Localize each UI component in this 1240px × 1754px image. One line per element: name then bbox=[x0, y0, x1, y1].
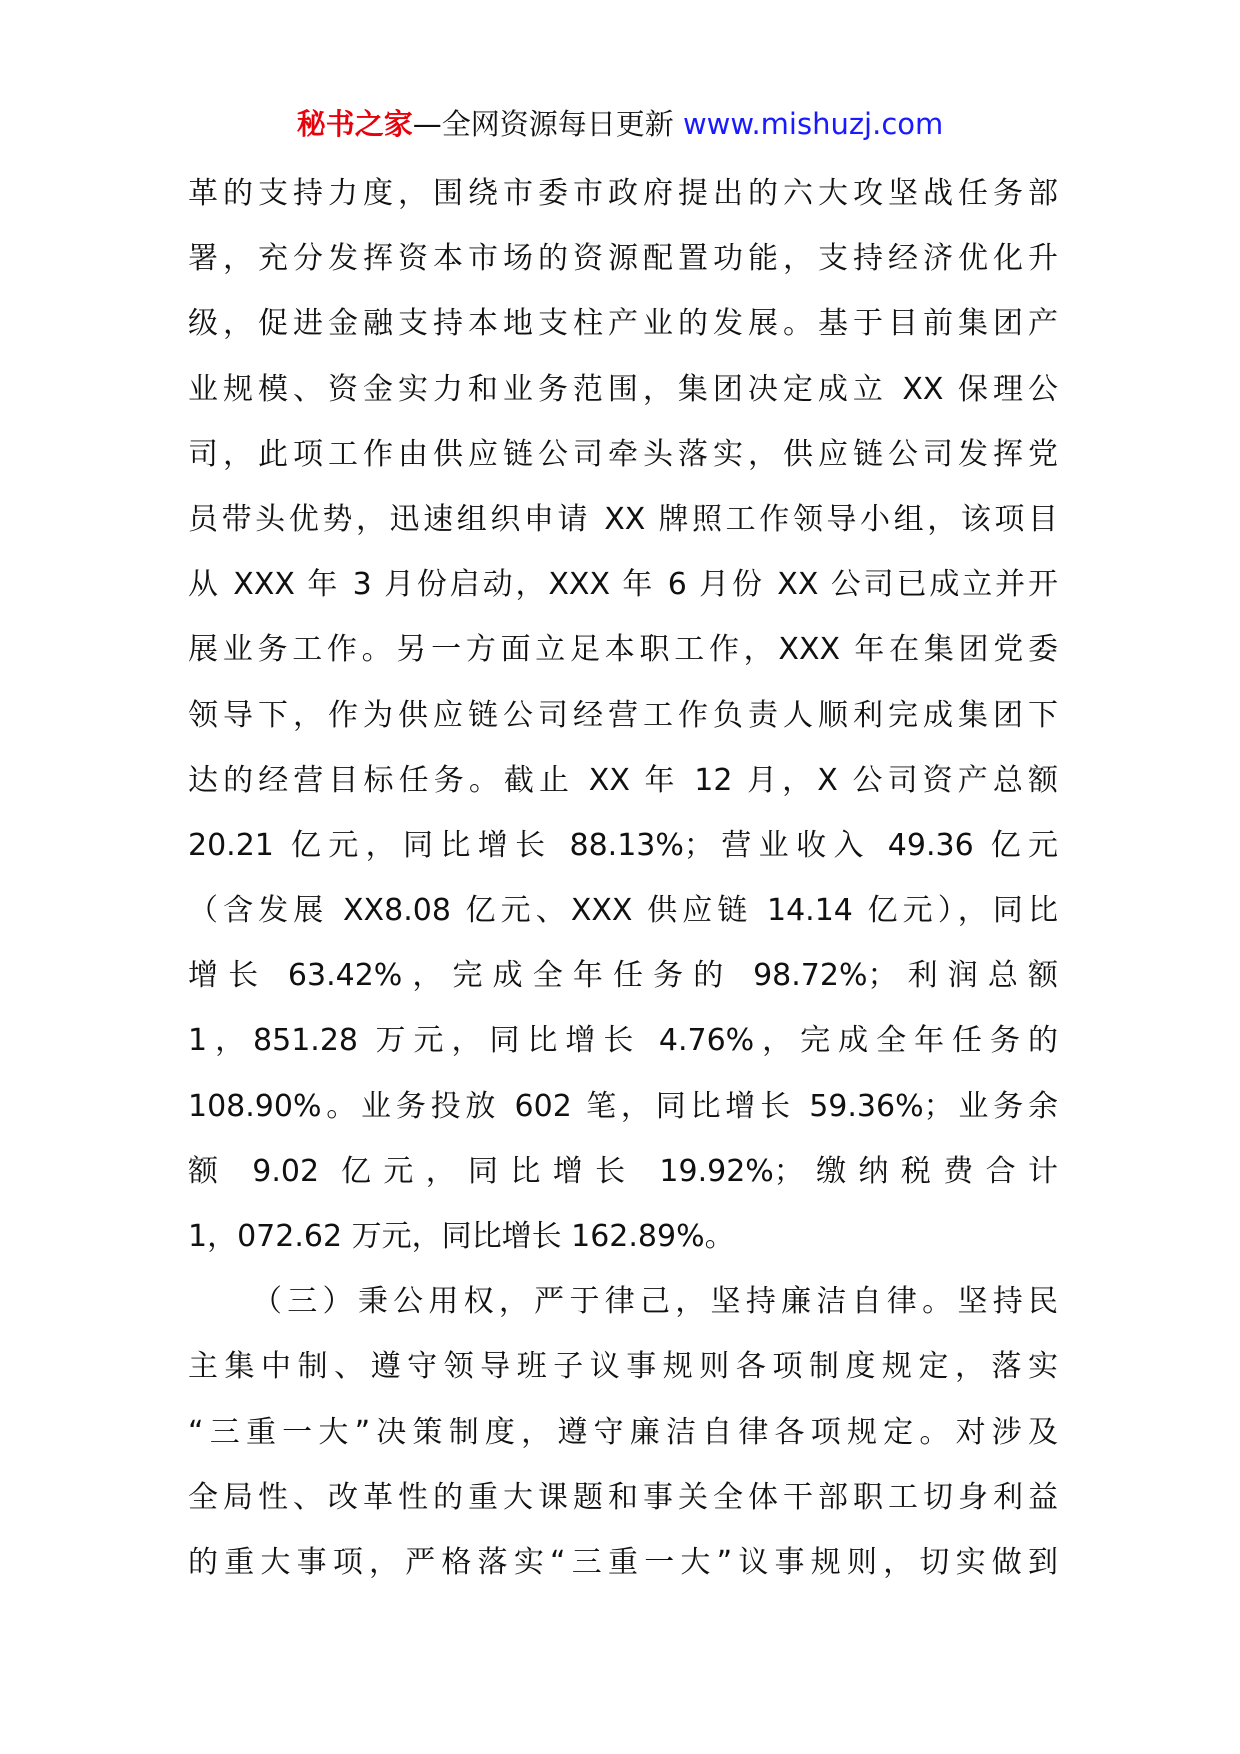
text-line: 增长 63.42%，完成全年任务的 98.72%；利润总额 bbox=[188, 958, 1058, 994]
text-line: 20.21 亿元，同比增长 88.13%；营业收入 49.36 亿元 bbox=[188, 827, 1058, 863]
page-header bbox=[0, 104, 1240, 144]
text-line: 署，充分发挥资本市场的资源配置功能，支持经济优化升 bbox=[188, 241, 1058, 277]
text-line: 1，851.28 万元，同比增长 4.76%，完成全年任务的 bbox=[188, 1023, 1058, 1059]
text-line: 领导下，作为供应链公司经营工作负责人顺利完成集团下 bbox=[188, 697, 1058, 733]
site-url-link[interactable]: www.mishuzj.com bbox=[673, 107, 944, 141]
paragraph-business-results bbox=[188, 161, 1058, 1269]
text-line: 级，促进金融支持本地支柱产业的发展。基于目前集团产 bbox=[188, 306, 1058, 342]
text-line: 108.90%。业务投放 602 笔，同比增长 59.36%；业务余 bbox=[188, 1088, 1058, 1124]
text-line: 全局性、改革性的重大课题和事关全体干部职工切身利益 bbox=[188, 1479, 1058, 1515]
text-line: 司，此项工作由供应链公司牵头落实，供应链公司发挥党 bbox=[188, 436, 1058, 472]
text-line: 展业务工作。另一方面立足本职工作，XXX 年在集团党委 bbox=[188, 632, 1058, 668]
text-line: 从 XXX 年 3 月份启动，XXX 年 6 月份 XX 公司已成立并开 bbox=[188, 567, 1058, 603]
text-line: 革的支持力度，围绕市委市政府提出的六大攻坚战任务部 bbox=[188, 176, 1058, 211]
header-tagline: —全网资源每日更新 bbox=[412, 107, 674, 141]
text-line: “三重一大”决策制度，遵守廉洁自律各项规定。对涉及 bbox=[188, 1414, 1058, 1450]
text-line: 业规模、资金实力和业务范围，集团决定成立 XX 保理公 bbox=[188, 371, 1058, 407]
section-heading-line: （三）秉公用权，严于律己，坚持廉洁自律。坚持民 bbox=[252, 1284, 1058, 1320]
text-line: （含发展 XX8.08 亿元、XXX 供应链 14.14 亿元），同比 bbox=[188, 893, 1058, 929]
text-line: 员带头优势，迅速组织申请 XX 牌照工作领导小组，该项目 bbox=[188, 501, 1058, 537]
brand-name: 秘书之家 bbox=[296, 107, 413, 141]
text-line: 主集中制、遵守领导班子议事规则各项制度规定，落实 bbox=[188, 1349, 1058, 1385]
text-line: 的重大事项，严格落实“三重一大”议事规则，切实做到 bbox=[188, 1544, 1058, 1580]
paragraph-integrity bbox=[188, 1269, 1058, 1595]
document-body bbox=[188, 161, 1058, 1595]
text-line: 达的经营目标任务。截止 XX 年 12 月，X 公司资产总额 bbox=[188, 762, 1058, 798]
text-line: 1，072.62 万元，同比增长 162.89%。 bbox=[188, 1219, 735, 1254]
text-line: 额 9.02 亿元，同比增长 19.92%；缴纳税费合计 bbox=[188, 1153, 1058, 1189]
